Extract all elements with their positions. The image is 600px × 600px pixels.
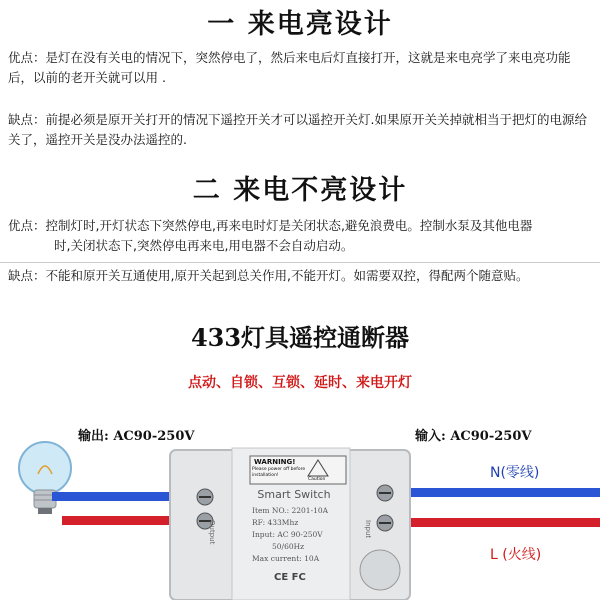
section2-cons: 缺点：不能和原开关互通使用,原开关起到总关作用,不能开灯。如需要双控，得配两个随意贴。 xyxy=(8,268,529,283)
max-current: Max current: 10A xyxy=(252,554,320,563)
section2-pros-line1: 优点：控制灯时,开灯状态下突然停电,再来电时灯是关闭状态,避免浪费电。控制水泵及其他电器 xyxy=(8,218,533,233)
feature-list: 点动、自锁、互锁、延时、来电开灯 xyxy=(188,375,412,391)
item-number: Item NO.: 2201-10A xyxy=(252,506,329,515)
section1-pros: 优点：是灯在没有关电的情况下，突然停电了，然后来电后灯直接打开，这就是来电亮学了来电亮功能后，以前的老开关就可以用 . xyxy=(8,50,571,85)
side-output-label: Output xyxy=(208,520,216,545)
rf-frequency: RF: 433Mhz xyxy=(252,518,299,527)
neutral-wire-label: N(零线) xyxy=(490,465,540,481)
input-live-wire xyxy=(400,518,600,527)
cert-marks: CE FC xyxy=(274,572,306,583)
product-title: 433灯具遥控通断器 xyxy=(190,323,410,352)
section1-cons: 缺点：前提必须是原开关打开的情况下遥控开关才可以遥控开关灯.如果原开关关掉就相当于把灯的电源给关了，遥控开关是没办法遥控的. xyxy=(8,112,587,147)
warning-text: Please power off before installation! xyxy=(252,467,306,478)
section1-title: 一 来电亮设计 xyxy=(207,9,393,40)
caution-label: Caution xyxy=(308,477,326,482)
mains-frequency: 50/60Hz xyxy=(272,542,305,551)
input-neutral-wire xyxy=(400,488,600,497)
light-bulb-icon xyxy=(19,442,71,514)
live-wire-label: L (火线) xyxy=(490,547,542,563)
section2-title: 二 来电不亮设计 xyxy=(192,175,408,206)
side-input-label: Input xyxy=(364,520,372,539)
input-label: 输入: AC90-250V xyxy=(415,429,532,444)
output-label: 输出: AC90-250V xyxy=(78,429,195,444)
divider xyxy=(0,262,600,263)
input-voltage: Input: AC 90-250V xyxy=(252,530,323,539)
warning-title: WARNING! xyxy=(254,458,296,466)
section2-pros xyxy=(8,216,592,256)
device-name: Smart Switch xyxy=(257,488,331,501)
device-specs xyxy=(252,505,328,565)
section2-pros-line2: 时,关闭状态下,突然停电再来电,用电器不会自动启动。 xyxy=(54,238,354,253)
